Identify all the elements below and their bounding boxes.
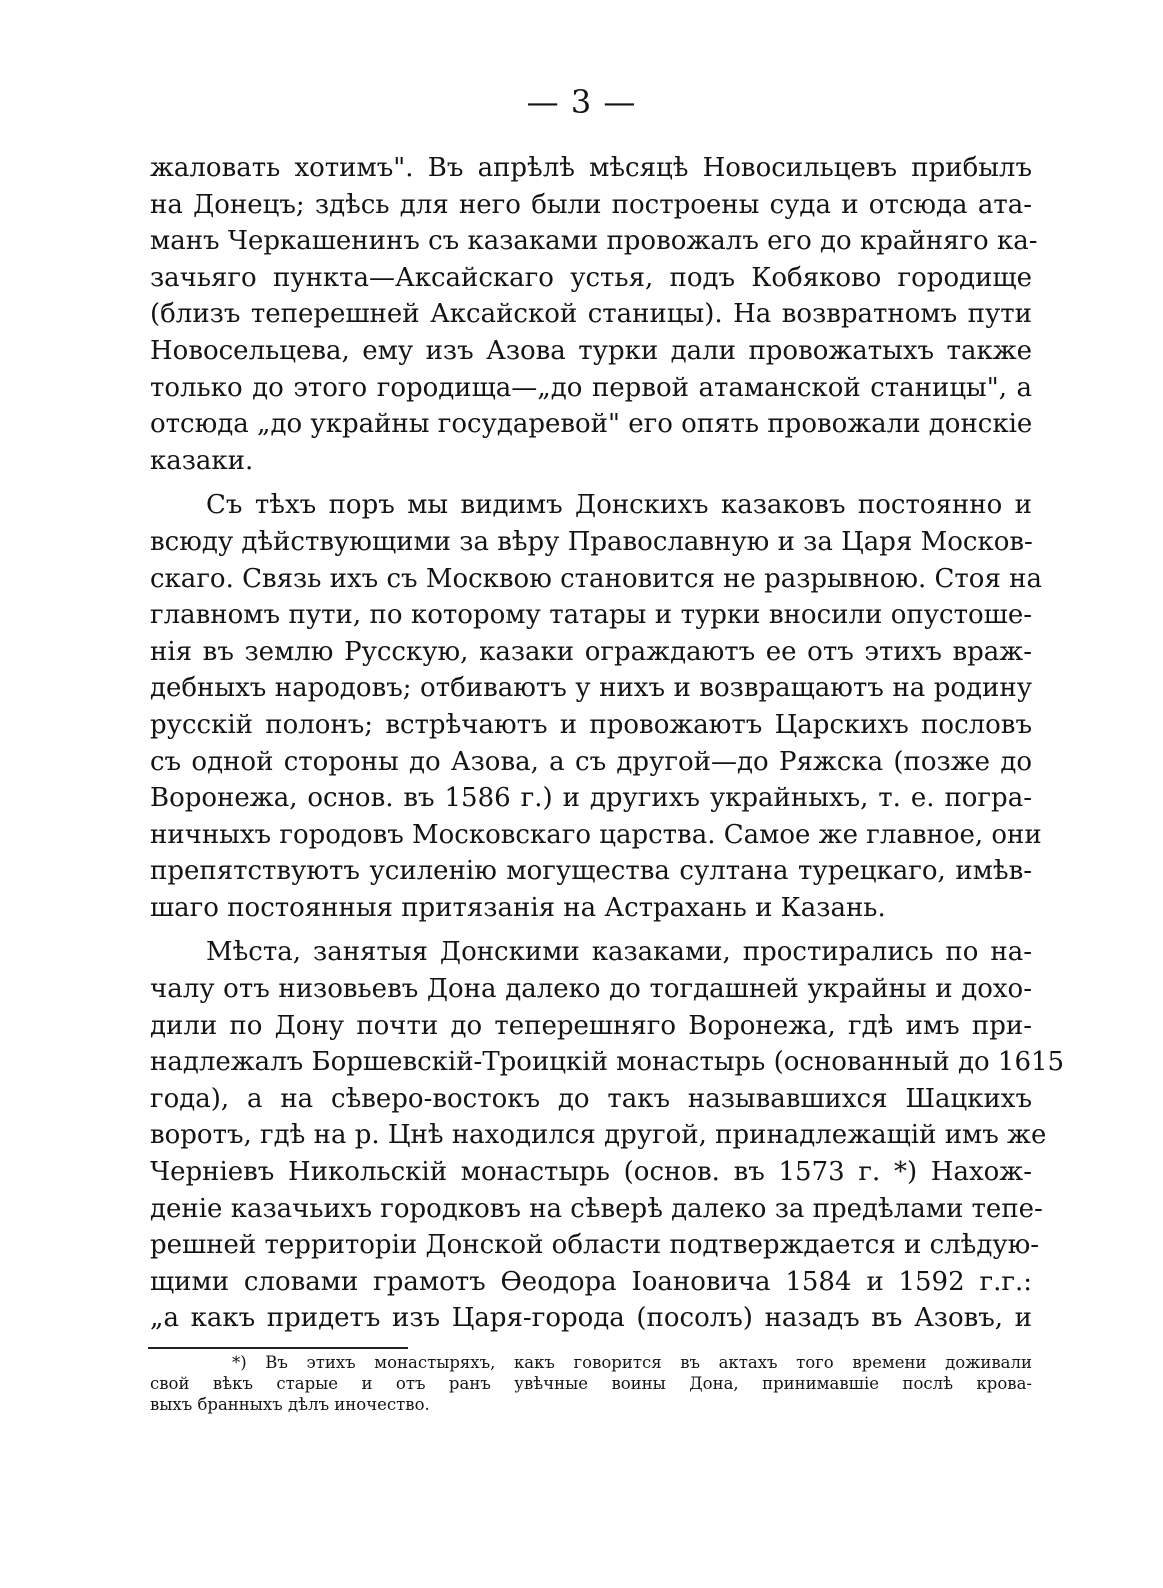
body-text [150,150,1065,1337]
text-line: Черніевъ Никольскій монастырь (основ. въ 1573 г. *) Нахож- [150,1157,1032,1188]
text-line: Воронежа, основ. въ 1586 г.) и другихъ украйныхъ, т. е. погра- [150,783,1032,814]
text-line: манъ Черкашенинъ съ казаками провожалъ его до крайняго ка- [150,226,1038,257]
text-line: скаго. Связь ихъ съ Москвою становится не разрывною. Стоя на [150,563,1042,594]
text-line: воротъ, гдѣ на р. Цнѣ находился другой, принадлежащій имъ же [150,1120,1047,1151]
text-line: шаго постоянныя притязанія на Астрахань и Казань. [150,892,886,923]
text-line: зачьяго пункта—Аксайскаго устья, подъ Кобяково городище [150,262,1032,293]
text-line: на Донецъ; здѣсь для него были построены суда и отсюда ата- [150,189,1032,220]
page-number: — 3 — [526,83,637,121]
text-line: ничныхъ городовъ Московскаго царства. Самое же главное, они [150,819,1042,850]
text-line: Новосельцева, ему изъ Азова турки дали провожатыхъ также [150,335,1032,366]
text-line: съ одной стороны до Азова, а съ другой—до Ряжска (позже до [150,746,1032,777]
text-line: года), а на сѣверо-востокъ до такъ называвшихся Шацкихъ [150,1083,1032,1114]
text-line: казаки. [150,445,254,476]
text-line: Съ тѣхъ поръ мы видимъ Донскихъ казаковъ постоянно и [206,490,1032,521]
text-line: только до этого городища—„до первой атаманской станицы", а [150,372,1032,403]
text-line: дебныхъ народовъ; отбиваютъ у нихъ и возвращаютъ на родину [150,673,1032,704]
footnote-line: *) Въ этихъ монастыряхъ, какъ говорится въ актахъ того времени доживали [232,1353,1032,1372]
text-line: „а какъ придетъ изъ Царя-города (посолъ) назадъ въ Азовъ, и [150,1303,1032,1334]
text-line: щими словами грамотъ Ѳеодора Іоановича 1584 и 1592 г.г.: [150,1266,1032,1297]
text-line: решней территоріи Донской области подтверждается и слѣдую- [150,1230,1040,1261]
text-line: Мѣста, занятыя Донскими казаками, простирались по на- [206,937,1032,968]
footnote [150,1352,1032,1415]
text-line: отсюда „до украйны государевой" его опять провожали донскіе [150,409,1033,440]
footnote-line: свой вѣкъ старые и отъ ранъ увѣчные воины Дона, принимавшіе послѣ крова- [150,1374,1032,1393]
paragraph-1 [150,150,1038,479]
text-line: дили по Дону почти до теперешняго Воронежа, гдѣ имъ при- [150,1010,1032,1041]
text-line: всюду дѣйствующими за вѣру Православную и за Царя Москов- [150,526,1033,557]
text-line: надлежалъ Боршевскій-Троицкій монастырь (основанный до 1615 [150,1047,1065,1078]
paragraph-3 [150,934,1065,1337]
text-line: русскій полонъ; встрѣчаютъ и провожаютъ Царскихъ пословъ [150,709,1032,740]
text-line: главномъ пути, по которому татары и турки вносили опустоше- [150,600,1032,631]
paragraph-2 [150,487,1042,926]
text-line: (близъ теперешней Аксайской станицы). На возвратномъ пути [150,299,1032,330]
text-line: нія въ землю Русскую, казаки ограждаютъ ее отъ этихъ враж- [150,636,1032,667]
text-line: деніе казачьихъ городковъ на сѣверѣ далеко за предѣлами тепе- [150,1193,1043,1224]
footnote-rule [148,1347,408,1349]
text-line: жаловать хотимъ". Въ апрѣлѣ мѣсяцѣ Новосильцевъ прибылъ [150,153,1032,183]
footnote-line: выхъ бранныхъ дѣлъ иночество. [150,1395,430,1414]
text-line: чалу отъ низовьевъ Дона далеко до тогдашней украйны и дохо- [150,974,1032,1005]
text-line: препятствуютъ усиленію могущества султана турецкаго, имѣв- [150,856,1032,887]
